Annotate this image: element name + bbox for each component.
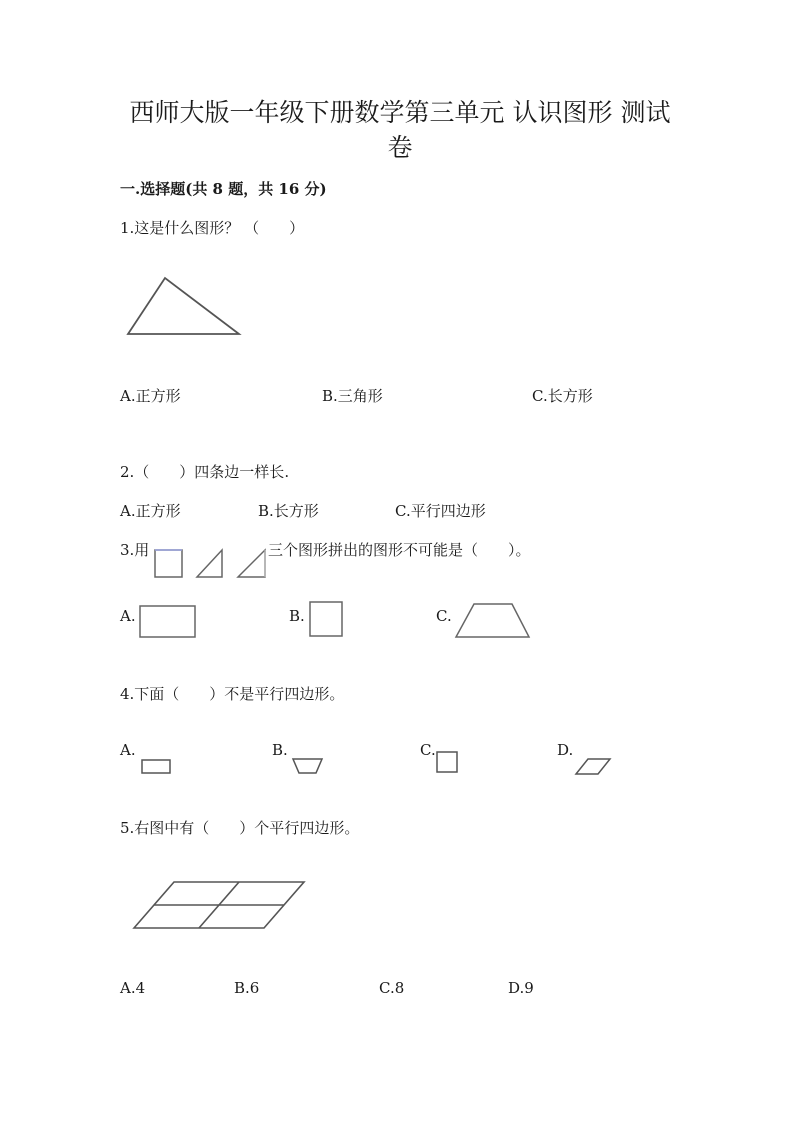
question-3-option-b: B. xyxy=(289,607,305,625)
question-3-stem-suffix: 三个图形拼出的图形不可能是（ ）。 xyxy=(268,541,531,559)
question-2-option-b: B.长方形 xyxy=(258,502,319,520)
question-3-stem-prefix: 3.用 xyxy=(120,541,150,559)
question-5-stem: 5.右图中有（ ）个平行四边形。 xyxy=(120,819,360,837)
question-1-stem: 1.这是什么图形？ （ ） xyxy=(120,219,305,237)
question-4-option-b: B. xyxy=(272,741,288,759)
question-3-option-c: C. xyxy=(436,607,452,625)
question-5-option-d: D.9 xyxy=(508,979,534,997)
question-2-option-c: C.平行四边形 xyxy=(395,502,486,520)
question-5-option-c: C.8 xyxy=(379,979,405,997)
question-1-option-b: B.三角形 xyxy=(322,387,383,405)
question-5-option-b: B.6 xyxy=(234,979,260,997)
question-2-stem: 2.（ ）四条边一样长. xyxy=(120,463,290,481)
question-5-option-a: A.4 xyxy=(120,979,146,997)
question-4-option-a: A. xyxy=(120,741,136,759)
question-4-stem: 4.下面（ ）不是平行四边形。 xyxy=(120,685,345,703)
section-heading: 一.选择题(共 8 题，共 16 分) xyxy=(120,180,327,198)
question-4-option-d: D. xyxy=(557,741,574,759)
question-1-option-c: C.长方形 xyxy=(532,387,593,405)
question-1-option-a: A.正方形 xyxy=(120,387,181,405)
title-line-2: 卷 xyxy=(387,133,413,162)
question-4-option-c: C. xyxy=(420,741,436,759)
question-2-option-a: A.正方形 xyxy=(120,502,181,520)
question-3-option-a: A. xyxy=(120,607,136,625)
title-line-1: 西师大版一年级下册数学第三单元 认识图形 测试 xyxy=(129,98,671,127)
